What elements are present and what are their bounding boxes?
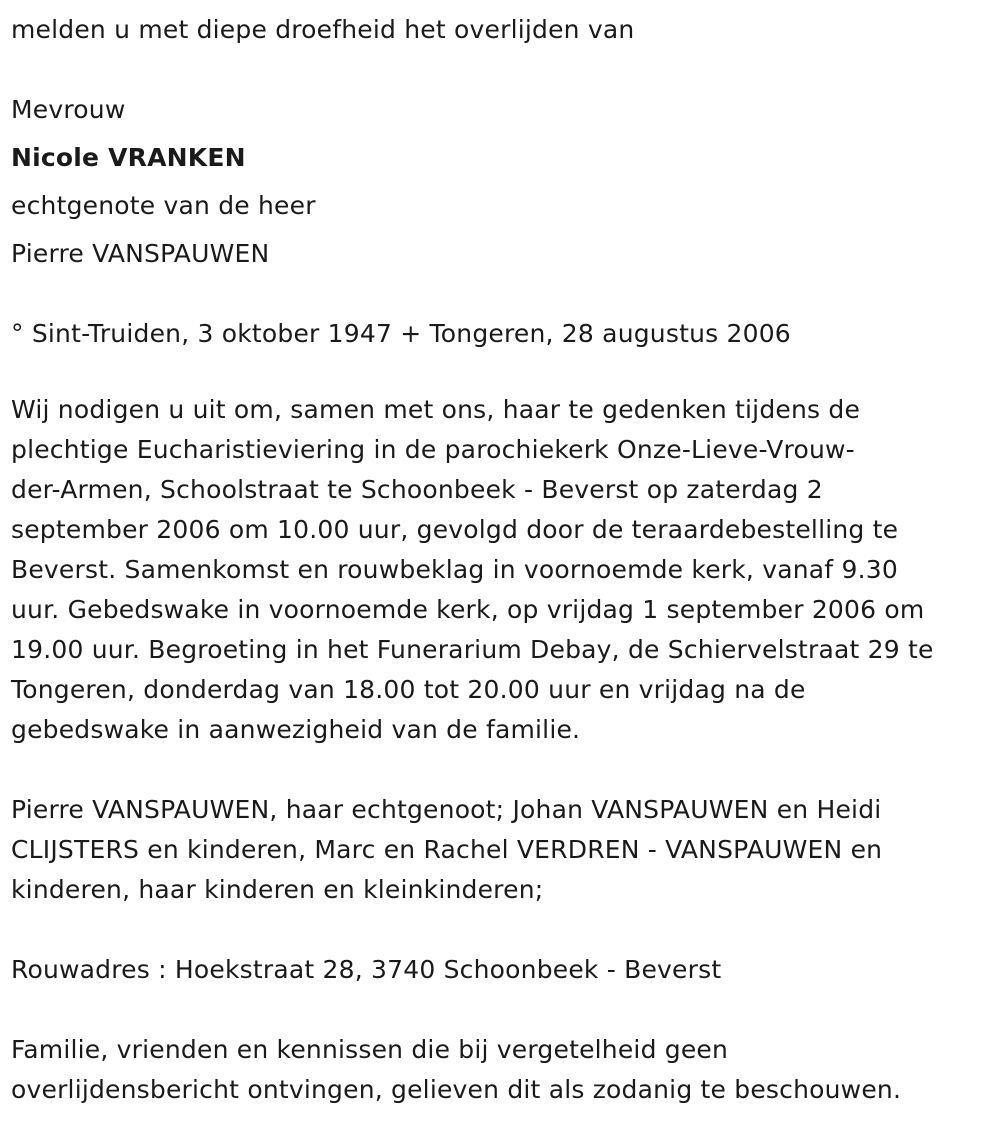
deceased-name: Nicole VRANKEN: [11, 143, 246, 172]
ceremony-line: plechtige Eucharistieviering in de parochiekerk Onze-Lieve-Vrouw-: [11, 435, 855, 464]
closing-line: overlijdensbericht ontvingen, gelieven dit als zodanig te beschouwen.: [11, 1075, 902, 1104]
spacer: [11, 54, 989, 86]
mourning-address: Rouwadres : Hoekstraat 28, 3740 Schoonbeek - Beverst: [11, 955, 722, 984]
spouse-name: Pierre VANSPAUWEN: [11, 239, 270, 268]
spacer: [11, 750, 989, 790]
spacer: [11, 358, 989, 390]
ceremony-line: Beverst. Samenkomst en rouwbeklag in voornoemde kerk, vanaf 9.30: [11, 555, 898, 584]
ceremony-line: gebedswake in aanwezigheid van de familie.: [11, 715, 581, 744]
closing-paragraph: [11, 1030, 989, 1110]
closing-line: Familie, vrienden en kennissen die bij vergetelheid geen: [11, 1035, 729, 1064]
spacer: [11, 990, 989, 1030]
ceremony-line: september 2006 om 10.00 uur, gevolgd door de teraardebestelling te: [11, 515, 899, 544]
family-paragraph: [11, 790, 989, 910]
ceremony-paragraph: [11, 390, 989, 750]
ceremony-line: uur. Gebedswake in voornoemde kerk, op vrijdag 1 september 2006 om: [11, 595, 925, 624]
ceremony-line: der-Armen, Schoolstraat te Schoonbeek - Beverst op zaterdag 2: [11, 475, 823, 504]
ceremony-line: 19.00 uur. Begroeting in het Funerarium Debay, de Schiervelstraat 29 te: [11, 635, 934, 664]
family-line: kinderen, haar kinderen en kleinkinderen;: [11, 875, 544, 904]
intro-text: melden u met diepe droefheid het overlijden van: [11, 15, 635, 44]
family-line: CLIJSTERS en kinderen, Marc en Rachel VERDREN - VANSPAUWEN en: [11, 835, 883, 864]
birth-death-dates: ° Sint-Truiden, 3 oktober 1947 + Tongeren, 28 augustus 2006: [11, 319, 791, 348]
spacer: [11, 910, 989, 950]
honorific: Mevrouw: [11, 95, 126, 124]
family-line: Pierre VANSPAUWEN, haar echtgenoot; Johan VANSPAUWEN en Heidi: [11, 795, 882, 824]
ceremony-line: Tongeren, donderdag van 18.00 tot 20.00 uur en vrijdag na de: [11, 675, 806, 704]
spacer: [11, 278, 989, 310]
ceremony-line: Wij nodigen u uit om, samen met ons, haar te gedenken tijdens de: [11, 395, 861, 424]
relation-text: echtgenote van de heer: [11, 191, 316, 220]
address-paragraph: [11, 950, 989, 990]
